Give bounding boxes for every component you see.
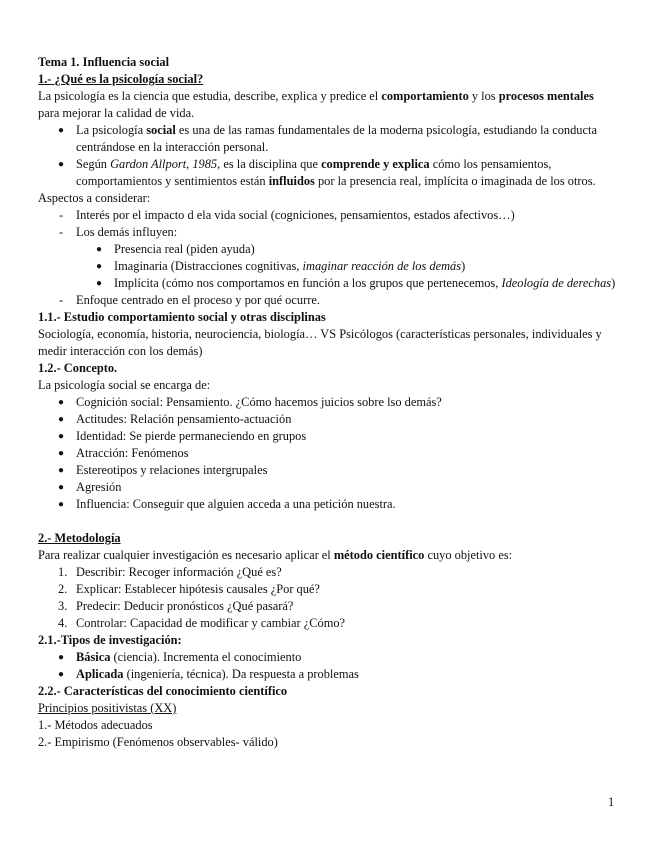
type2-bold: Aplicada <box>76 667 124 681</box>
list-item <box>38 224 618 241</box>
bullet-icon: ● <box>58 159 65 170</box>
bullet-icon: ● <box>58 499 65 510</box>
list-item <box>38 156 618 190</box>
sub2-text-2: ) <box>461 259 466 273</box>
principle-2: 2.- Empirismo (Fenómenos observables- válido) <box>38 735 278 749</box>
bullet1-bold: social <box>146 123 176 137</box>
bullet-icon: ● <box>58 414 65 425</box>
bullet1-text-2: es una de las ramas fundamentales de la moderna psicología, estudiando la conducta centrándose en la interacción personal. <box>76 123 597 154</box>
section-2-2-heading: 2.2.- Características del conocimiento científico <box>38 684 288 698</box>
list-item <box>38 241 618 258</box>
aspects-label: Aspectos a considerar: <box>38 191 151 205</box>
list-item <box>38 428 618 445</box>
bullet-icon: ● <box>58 652 65 663</box>
method-item-text: Controlar: Capacidad de modificar y cambiar ¿Cómo? <box>76 616 346 630</box>
list-item <box>38 122 618 156</box>
list-item <box>38 394 618 411</box>
sub3-italic: Ideología de derechas <box>501 276 612 290</box>
dash1-text: Interés por el impacto d ela vida social (cogniciones, pensamientos, estados afectivos…) <box>76 208 515 222</box>
s2-intro-text-2: cuyo objetivo es: <box>424 548 513 562</box>
document-content <box>38 54 618 751</box>
bullet-icon: ● <box>58 448 65 459</box>
intro-paragraph <box>38 88 618 122</box>
bullet2-text-1: Según <box>76 157 111 171</box>
document-title: Tema 1. Influencia social <box>38 55 170 69</box>
page-number: 1 <box>608 795 615 809</box>
list-number: 2. <box>58 582 68 596</box>
bullet-icon: ● <box>58 125 65 136</box>
intro-text-3: para mejorar la calidad de vida. <box>38 106 195 120</box>
list-item <box>38 411 618 428</box>
bullet-icon: ● <box>96 261 103 272</box>
concept-item-text: Influencia: Conseguir que alguien acceda a una petición nuestra. <box>76 497 396 511</box>
dash-icon: - <box>59 293 64 307</box>
section-1-2-heading: 1.2.- Concepto. <box>38 361 118 375</box>
concept-item-text: Agresión <box>76 480 122 494</box>
sub1-text: Presencia real (piden ayuda) <box>114 242 255 256</box>
list-item <box>38 207 618 224</box>
section-1-1-text: Sociología, economía, historia, neurociencia, biología… VS Psicólogos (características personales, individuales y medir interacción con los demás) <box>38 327 602 358</box>
type2-text: (ingeniería, técnica). Da respuesta a problemas <box>123 667 359 681</box>
concept-list <box>38 394 618 513</box>
intro-bold-2: procesos mentales <box>498 89 594 103</box>
bullet-icon: ● <box>96 278 103 289</box>
type1-text: (ciencia). Incrementa el conocimiento <box>110 650 302 664</box>
principle-1: 1.- Métodos adecuados <box>38 718 153 732</box>
list-item <box>38 598 618 615</box>
list-item <box>38 581 618 598</box>
concept-item-text: Estereotipos y relaciones intergrupales <box>76 463 268 477</box>
concept-item-text: Actitudes: Relación pensamiento-actuación <box>76 412 292 426</box>
bullet-icon: ● <box>96 244 103 255</box>
list-number: 1. <box>58 565 68 579</box>
list-item <box>38 462 618 479</box>
type1-bold: Básica <box>76 650 111 664</box>
concept-item-text: Atracción: Fenómenos <box>76 446 189 460</box>
dash-icon: - <box>59 208 64 222</box>
list-number: 3. <box>58 599 68 613</box>
dash-icon: - <box>59 225 64 239</box>
bullet-icon: ● <box>58 397 65 408</box>
bullet1-text-1: La psicología <box>76 123 147 137</box>
method-item-text: Describir: Recoger información ¿Qué es? <box>76 565 282 579</box>
s2-intro-text-1: Para realizar cualquier investigación es necesario aplicar el <box>38 548 334 562</box>
bullet2-bold-1: comprende y explica <box>321 157 430 171</box>
list-item <box>38 275 618 292</box>
bullet-icon: ● <box>58 482 65 493</box>
list-item <box>38 649 618 666</box>
bullet2-text-3: cómo los pensamientos, comportamientos y sentimientos están <box>76 157 552 188</box>
section-2-intro <box>38 547 618 564</box>
list-item <box>38 258 618 275</box>
list-number: 4. <box>58 616 68 630</box>
bullet-icon: ● <box>58 431 65 442</box>
dash3-text: Enfoque centrado en el proceso y por qué ocurre. <box>76 293 320 307</box>
list-item <box>38 615 618 632</box>
concept-item-text: Identidad: Se pierde permaneciendo en grupos <box>76 429 307 443</box>
method-list <box>38 564 618 632</box>
list-item <box>38 445 618 462</box>
bullet2-citation: Gardon Allport, 1985 <box>110 157 218 171</box>
intro-bold-1: comportamiento <box>381 89 469 103</box>
list-item <box>38 292 618 309</box>
bullet2-bold-2: influidos <box>268 174 315 188</box>
sub2-text-1: Imaginaria (Distracciones cognitivas, <box>114 259 303 273</box>
sub3-text-2: ) <box>611 276 616 290</box>
section-1-heading: 1.- ¿Qué es la psicología social? <box>38 72 204 86</box>
bullet-icon: ● <box>58 465 65 476</box>
bullet2-text-2: , es la disciplina que <box>217 157 322 171</box>
s2-intro-bold: método científico <box>333 548 425 562</box>
intro-text-1: La psicología es la ciencia que estudia, describe, explica y predice el <box>38 89 382 103</box>
concept-item-text: Cognición social: Pensamiento. ¿Cómo hacemos juicios sobre lso demás? <box>76 395 442 409</box>
list-item <box>38 564 618 581</box>
section-2-heading: 2.- Metodología <box>38 531 121 545</box>
method-item-text: Predecir: Deducir pronósticos ¿Qué pasará? <box>76 599 294 613</box>
list-item <box>38 666 618 683</box>
sub3-text-1: Implícita (cómo nos comportamos en función a los grupos que pertenecemos, <box>114 276 502 290</box>
bullet-icon: ● <box>58 669 65 680</box>
dash2-text: Los demás influyen: <box>76 225 178 239</box>
principles-heading: Principios positivistas (XX) <box>38 701 177 715</box>
list-item <box>38 496 618 513</box>
intro-text-2: y los <box>468 89 499 103</box>
blank-line <box>38 513 618 530</box>
bullet2-text-4: por la presencia real, implícita o imaginada de los otros. <box>314 174 596 188</box>
section-1-1-heading: 1.1.- Estudio comportamiento social y otras disciplinas <box>38 310 326 324</box>
section-1-2-intro: La psicología social se encarga de: <box>38 378 211 392</box>
section-2-1-heading: 2.1.-Tipos de investigación: <box>38 633 182 647</box>
sub2-italic: imaginar reacción de los demás <box>302 259 462 273</box>
list-item <box>38 479 618 496</box>
method-item-text: Explicar: Establecer hipótesis causales ¿Por qué? <box>76 582 320 596</box>
